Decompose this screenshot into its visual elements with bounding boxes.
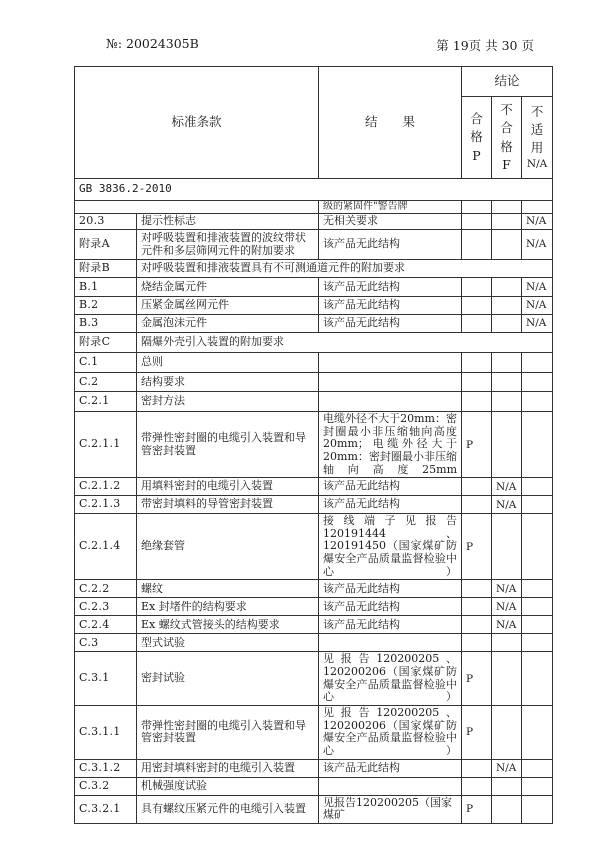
header-result: 结 果	[319, 67, 462, 179]
clause-item: 总则	[137, 353, 319, 373]
table-row	[75, 598, 553, 616]
conclusion-na	[522, 514, 553, 580]
clause-code: C.2	[75, 373, 137, 392]
clause-code: C.3.2.1	[75, 795, 137, 823]
conclusion-na	[522, 705, 553, 759]
clause-item: 机械强度试验	[137, 777, 319, 795]
conclusion-pass	[462, 297, 492, 315]
conclusion-fail	[492, 230, 522, 260]
clause-item: 用密封填料密封的电缆引入装置	[137, 759, 319, 777]
conclusion-fail: N/A	[492, 496, 522, 514]
header-pass: 合 格 P	[462, 97, 492, 179]
result-text	[319, 634, 462, 652]
header-clause: 标准条款	[75, 67, 319, 179]
clause-item: 隔爆外壳引入装置的附加要求	[137, 333, 553, 353]
result-text: 见报告120200205（国家煤矿	[319, 795, 462, 823]
conclusion-pass: P	[462, 514, 492, 580]
table-row	[75, 260, 553, 278]
result-text	[319, 373, 462, 392]
table-row	[75, 795, 553, 823]
conclusion-pass	[462, 478, 492, 496]
conclusion-pass	[462, 777, 492, 795]
result-text: 无相关要求	[319, 214, 462, 230]
result-text: 该产品无此结构	[319, 230, 462, 260]
conclusion-pass	[462, 580, 492, 598]
header-na: 不 适 用 N/A	[522, 97, 553, 179]
table-row	[75, 230, 553, 260]
conclusion-na	[522, 795, 553, 823]
clause-code: C.3.1.2	[75, 759, 137, 777]
table-row	[75, 412, 553, 478]
conclusion-fail	[492, 652, 522, 706]
conclusion-fail	[492, 373, 522, 392]
result-text: 该产品无此结构	[319, 496, 462, 514]
clause-item: Ex 螺纹式管接头的结构要求	[137, 616, 319, 634]
conclusion-fail	[492, 353, 522, 373]
conclusion-pass	[462, 315, 492, 333]
table-row	[75, 634, 553, 652]
result-text: 该产品无此结构	[319, 478, 462, 496]
inspection-table	[74, 66, 553, 824]
clause-item: 对呼吸装置和排液装置的波纹带状元件和多层筛网元件的附加要求	[137, 230, 319, 260]
conclusion-pass	[462, 496, 492, 514]
clause-item: 烧结金属元件	[137, 278, 319, 297]
clause-code: 附录B	[75, 260, 137, 278]
clause-item: 型式试验	[137, 634, 319, 652]
table-row	[75, 759, 553, 777]
table-row	[75, 580, 553, 598]
table-row	[75, 514, 553, 580]
conclusion-na: N/A	[522, 230, 553, 260]
conclusion-pass: P	[462, 412, 492, 478]
conclusion-na	[522, 373, 553, 392]
conclusion-pass	[462, 634, 492, 652]
table-row	[75, 496, 553, 514]
conclusion-fail: N/A	[492, 616, 522, 634]
clause-code: B.2	[75, 297, 137, 315]
clause-code: B.1	[75, 278, 137, 297]
conclusion-fail	[492, 315, 522, 333]
clause-code: C.3.2	[75, 777, 137, 795]
conclusion-fail	[492, 392, 522, 412]
clause-code: C.2.1.4	[75, 514, 137, 580]
clause-code: C.2.4	[75, 616, 137, 634]
conclusion-na	[522, 652, 553, 706]
clause-code: C.2.3	[75, 598, 137, 616]
conclusion-pass	[462, 759, 492, 777]
conclusion-fail	[492, 278, 522, 297]
conclusion-na: N/A	[522, 297, 553, 315]
conclusion-na	[522, 478, 553, 496]
clause-item: 密封方法	[137, 392, 319, 412]
conclusion-fail	[492, 412, 522, 478]
clause-code: C.2.1.3	[75, 496, 137, 514]
clause-code: C.3.1.1	[75, 705, 137, 759]
table-row	[75, 214, 553, 230]
conclusion-na: N/A	[522, 315, 553, 333]
page-indicator: 第 19页 共 30 页	[436, 38, 534, 53]
clause-code: C.2.1.2	[75, 478, 137, 496]
table-row	[75, 373, 553, 392]
clause-item: 具有螺纹压紧元件的电缆引入装置	[137, 795, 319, 823]
table-row	[75, 315, 553, 333]
carry-over-text: 级的紧固件"警告牌	[319, 201, 462, 214]
conclusion-pass: P	[462, 705, 492, 759]
conclusion-na	[522, 392, 553, 412]
conclusion-na	[522, 777, 553, 795]
conclusion-pass	[462, 373, 492, 392]
clause-item: 绝缘套管	[137, 514, 319, 580]
conclusion-pass	[462, 214, 492, 230]
result-text: 见报告120200205、120200206（国家煤矿防爆安全产品质量监督检验中心）	[319, 652, 462, 706]
table-row	[75, 777, 553, 795]
result-text: 接线端子见报告120191444、120191450（国家煤矿防爆安全产品质量监督检验中心）	[319, 514, 462, 580]
clause-code: C.3	[75, 634, 137, 652]
standard-row: GB 3836.2-2010	[75, 179, 553, 201]
conclusion-na	[522, 759, 553, 777]
clause-code: C.3.1	[75, 652, 137, 706]
table-row	[75, 353, 553, 373]
table-row	[75, 297, 553, 315]
conclusion-fail	[492, 297, 522, 315]
clause-item: 对呼吸装置和排液装置具有不可测通道元件的附加要求	[137, 260, 553, 278]
clause-item: 结构要求	[137, 373, 319, 392]
clause-code: 20.3	[75, 214, 137, 230]
conclusion-pass: P	[462, 652, 492, 706]
table-row	[75, 333, 553, 353]
table-row	[75, 392, 553, 412]
table-row	[75, 705, 553, 759]
result-text	[319, 777, 462, 795]
table-row	[75, 278, 553, 297]
clause-item: 带密封填料的导管密封装置	[137, 496, 319, 514]
conclusion-fail: N/A	[492, 759, 522, 777]
conclusion-na	[522, 634, 553, 652]
clause-item: 压紧金属丝网元件	[137, 297, 319, 315]
header-conclusion: 结论	[462, 67, 553, 97]
clause-item: 螺纹	[137, 580, 319, 598]
conclusion-fail: N/A	[492, 478, 522, 496]
clause-item: 带弹性密封圈的电缆引入装置和导管密封装置	[137, 412, 319, 478]
clause-item: 用填料密封的电缆引入装置	[137, 478, 319, 496]
clause-code: 附录C	[75, 333, 137, 353]
conclusion-pass	[462, 278, 492, 297]
clause-code: B.3	[75, 315, 137, 333]
result-text: 该产品无此结构	[319, 278, 462, 297]
table-row	[75, 478, 553, 496]
result-text: 该产品无此结构	[319, 580, 462, 598]
conclusion-na	[522, 496, 553, 514]
conclusion-pass	[462, 616, 492, 634]
conclusion-fail: N/A	[492, 598, 522, 616]
result-text: 该产品无此结构	[319, 315, 462, 333]
result-text: 电缆外径不大于20mm：密封圈最小非压缩轴向高度20mm；电缆外径大于20mm：密封圈最小非压缩轴向高度25mm	[319, 412, 462, 478]
clause-item: 带弹性密封圈的电缆引入装置和导管密封装置	[137, 705, 319, 759]
conclusion-pass	[462, 230, 492, 260]
conclusion-fail	[492, 777, 522, 795]
conclusion-fail: N/A	[492, 580, 522, 598]
conclusion-pass	[462, 598, 492, 616]
conclusion-fail	[492, 514, 522, 580]
result-text: 见报告120200205、120200206（国家煤矿防爆安全产品质量监督检验中心）	[319, 705, 462, 759]
conclusion-na: N/A	[522, 214, 553, 230]
conclusion-pass: P	[462, 795, 492, 823]
result-text: 该产品无此结构	[319, 759, 462, 777]
conclusion-fail	[492, 705, 522, 759]
conclusion-pass	[462, 353, 492, 373]
clause-code: C.2.1.1	[75, 412, 137, 478]
clause-code: C.1	[75, 353, 137, 373]
conclusion-na	[522, 580, 553, 598]
conclusion-na: N/A	[522, 278, 553, 297]
table-row	[75, 616, 553, 634]
clause-item: 金属泡沫元件	[137, 315, 319, 333]
conclusion-fail	[492, 634, 522, 652]
table-row	[75, 652, 553, 706]
conclusion-na	[522, 598, 553, 616]
clause-code: C.2.2	[75, 580, 137, 598]
result-text: 该产品无此结构	[319, 598, 462, 616]
conclusion-pass	[462, 392, 492, 412]
clause-item: Ex 封堵件的结构要求	[137, 598, 319, 616]
result-text: 该产品无此结构	[319, 297, 462, 315]
report-number: №: 20024305B	[106, 36, 199, 51]
conclusion-fail	[492, 795, 522, 823]
conclusion-na	[522, 412, 553, 478]
clause-code: C.2.1	[75, 392, 137, 412]
conclusion-na	[522, 616, 553, 634]
clause-code: 附录A	[75, 230, 137, 260]
conclusion-fail	[492, 214, 522, 230]
clause-item: 提示性标志	[137, 214, 319, 230]
result-text	[319, 392, 462, 412]
result-text: 该产品无此结构	[319, 616, 462, 634]
result-text	[319, 353, 462, 373]
conclusion-na	[522, 353, 553, 373]
header-fail: 不 合 格 F	[492, 97, 522, 179]
clause-item: 密封试验	[137, 652, 319, 706]
